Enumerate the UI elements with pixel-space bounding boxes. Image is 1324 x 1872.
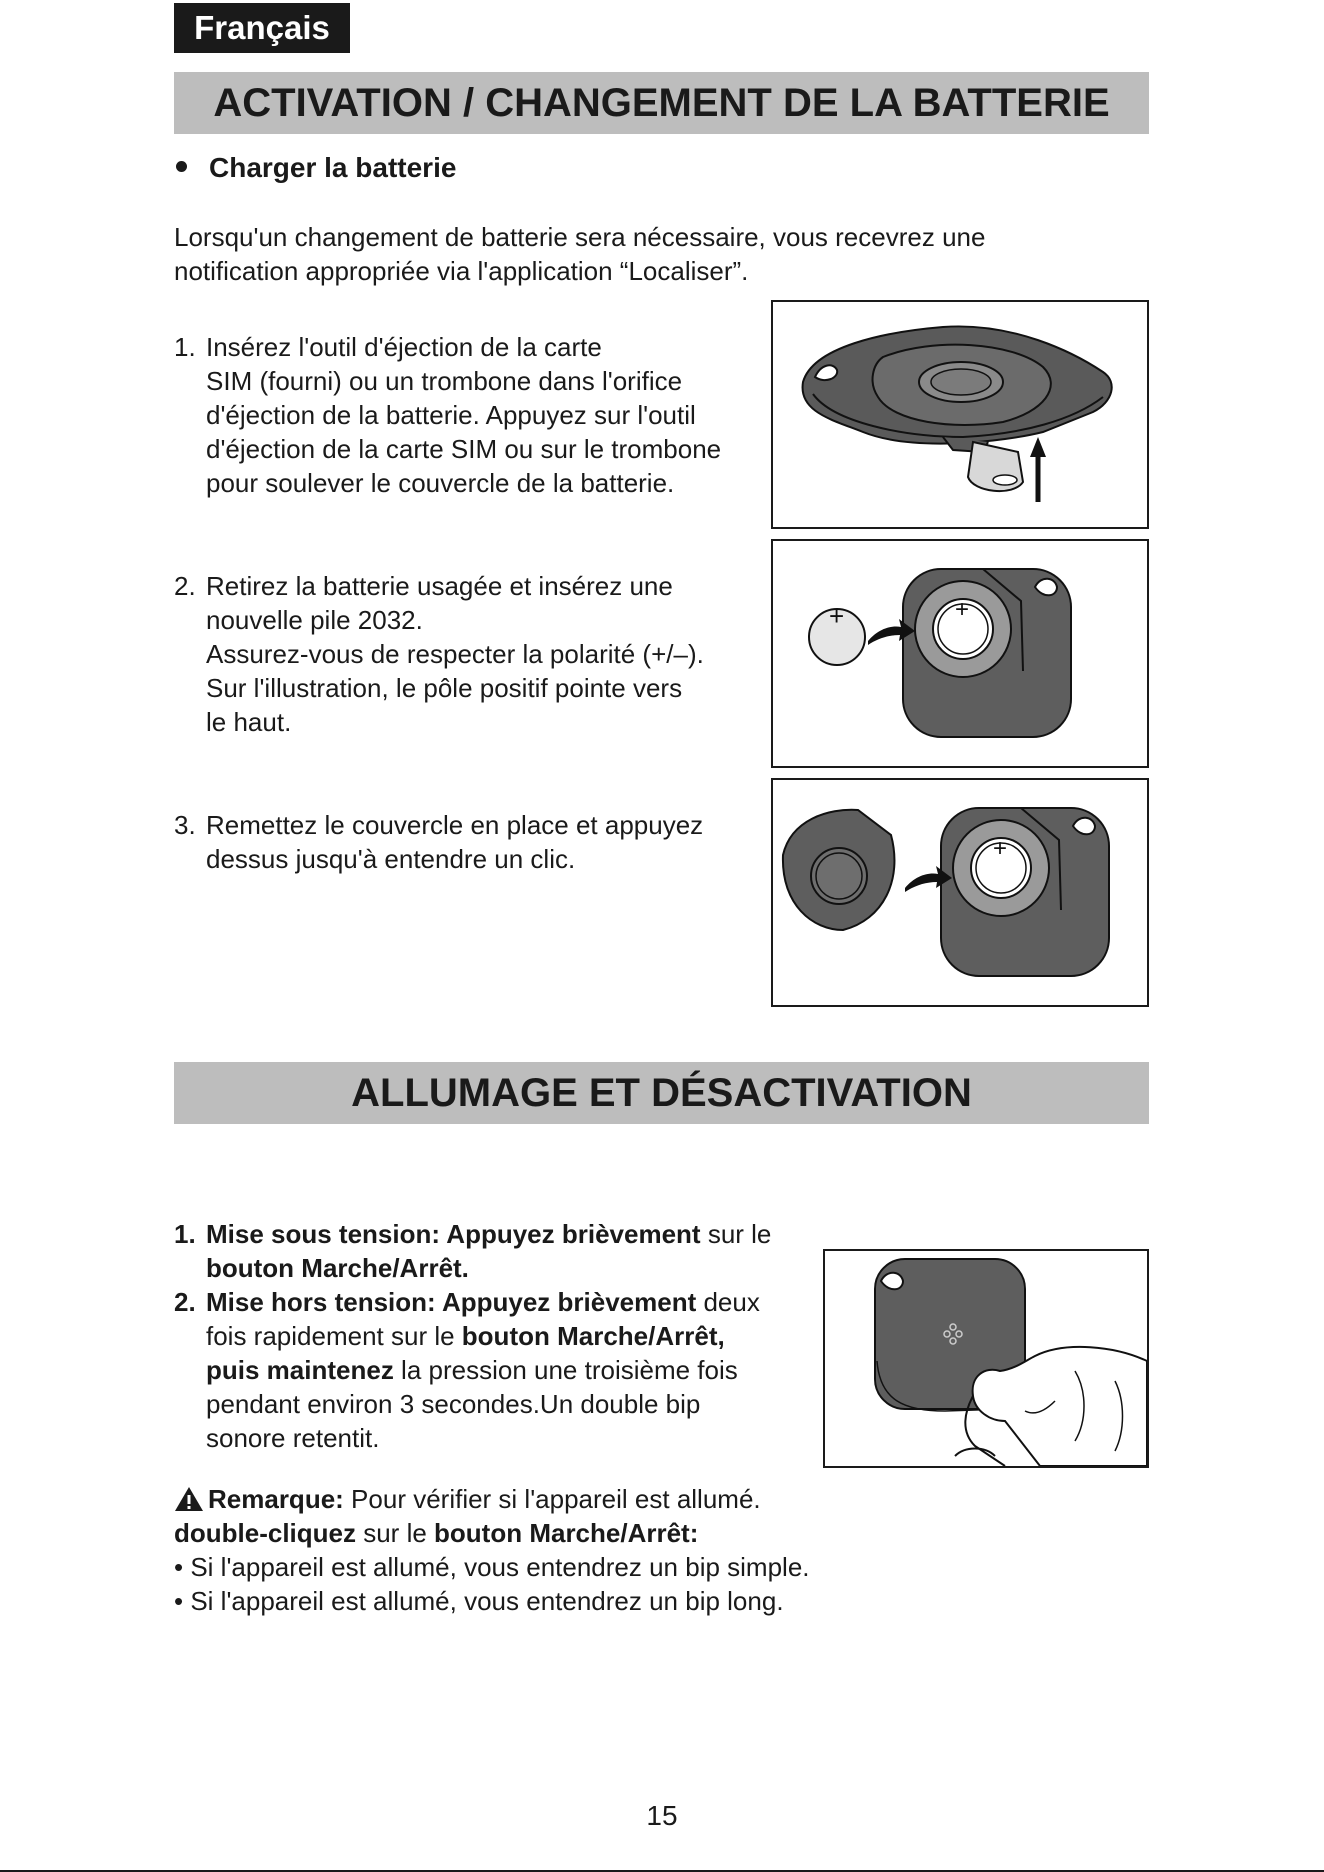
power-on-item: 1. Mise sous tension: Appuyez brièvement sur le bouton Marche/Arrêt. bbox=[174, 1219, 772, 1283]
figure-replace-battery bbox=[771, 539, 1149, 768]
tracker-eject-illustration bbox=[773, 302, 1147, 527]
step-2: 2. Retirez la batterie usagée et insérez une nouvelle pile 2032. Assurez-vous de respecter la polarité (+/–). Sur l'illustration, le pôle positif pointe vers le haut. bbox=[174, 571, 704, 737]
section-title-battery: ACTIVATION / CHANGEMENT DE LA BATTERIE bbox=[174, 72, 1149, 134]
step-1: 1. Insérez l'outil d'éjection de la carte SIM (fourni) ou un trombone dans l'orifice d'éjection de la batterie. Appuyez sur l'outil d'éjection de la carte SIM ou sur le trombone pour soulever le couvercle de la batterie. bbox=[174, 332, 722, 498]
power-off-item: 2. Mise hors tension: Appuyez brièvement deux fois rapidement sur le bouton Marche/Arrêt, puis maintenez la pression une troisième fois pendant environ 3 secondes.Un double bip sonore retentit. bbox=[174, 1287, 760, 1453]
plus-sign-loose: + bbox=[829, 601, 845, 631]
note-block: Remarque: Pour vérifier si l'appareil est allumé. double-cliquez sur le bouton Marche/Arrêt: • Si l'appareil est allumé, vous entendrez un bip simple. • Si l'appareil est allumé, vous entendrez un bip long. bbox=[174, 1484, 810, 1616]
warning-icon bbox=[174, 1486, 204, 1512]
figure-close-cover bbox=[771, 778, 1149, 1007]
language-label: Français bbox=[174, 3, 350, 53]
plus-sign-installed: + bbox=[955, 596, 970, 623]
battery-replace-illustration bbox=[773, 541, 1147, 766]
figure-press-button bbox=[823, 1249, 1149, 1468]
plus-sign-installed-2: + bbox=[993, 835, 1008, 862]
bullet-dot bbox=[176, 161, 187, 172]
page-number: 15 bbox=[646, 1800, 678, 1831]
intro-paragraph: Lorsqu'un changement de batterie sera nécessaire, vous recevrez une notification appropriée via l'application “Localiser”. bbox=[174, 222, 986, 286]
figure-eject-cover bbox=[771, 300, 1149, 529]
step-3: 3. Remettez le couvercle en place et appuyez dessus jusqu'à entendre un clic. bbox=[174, 810, 704, 874]
subtitle-charge-battery: Charger la batterie bbox=[176, 148, 456, 188]
hand-press-illustration bbox=[825, 1251, 1147, 1466]
cover-close-illustration bbox=[773, 780, 1147, 1005]
section-title-power: ALLUMAGE ET DÉSACTIVATION bbox=[174, 1062, 1149, 1124]
